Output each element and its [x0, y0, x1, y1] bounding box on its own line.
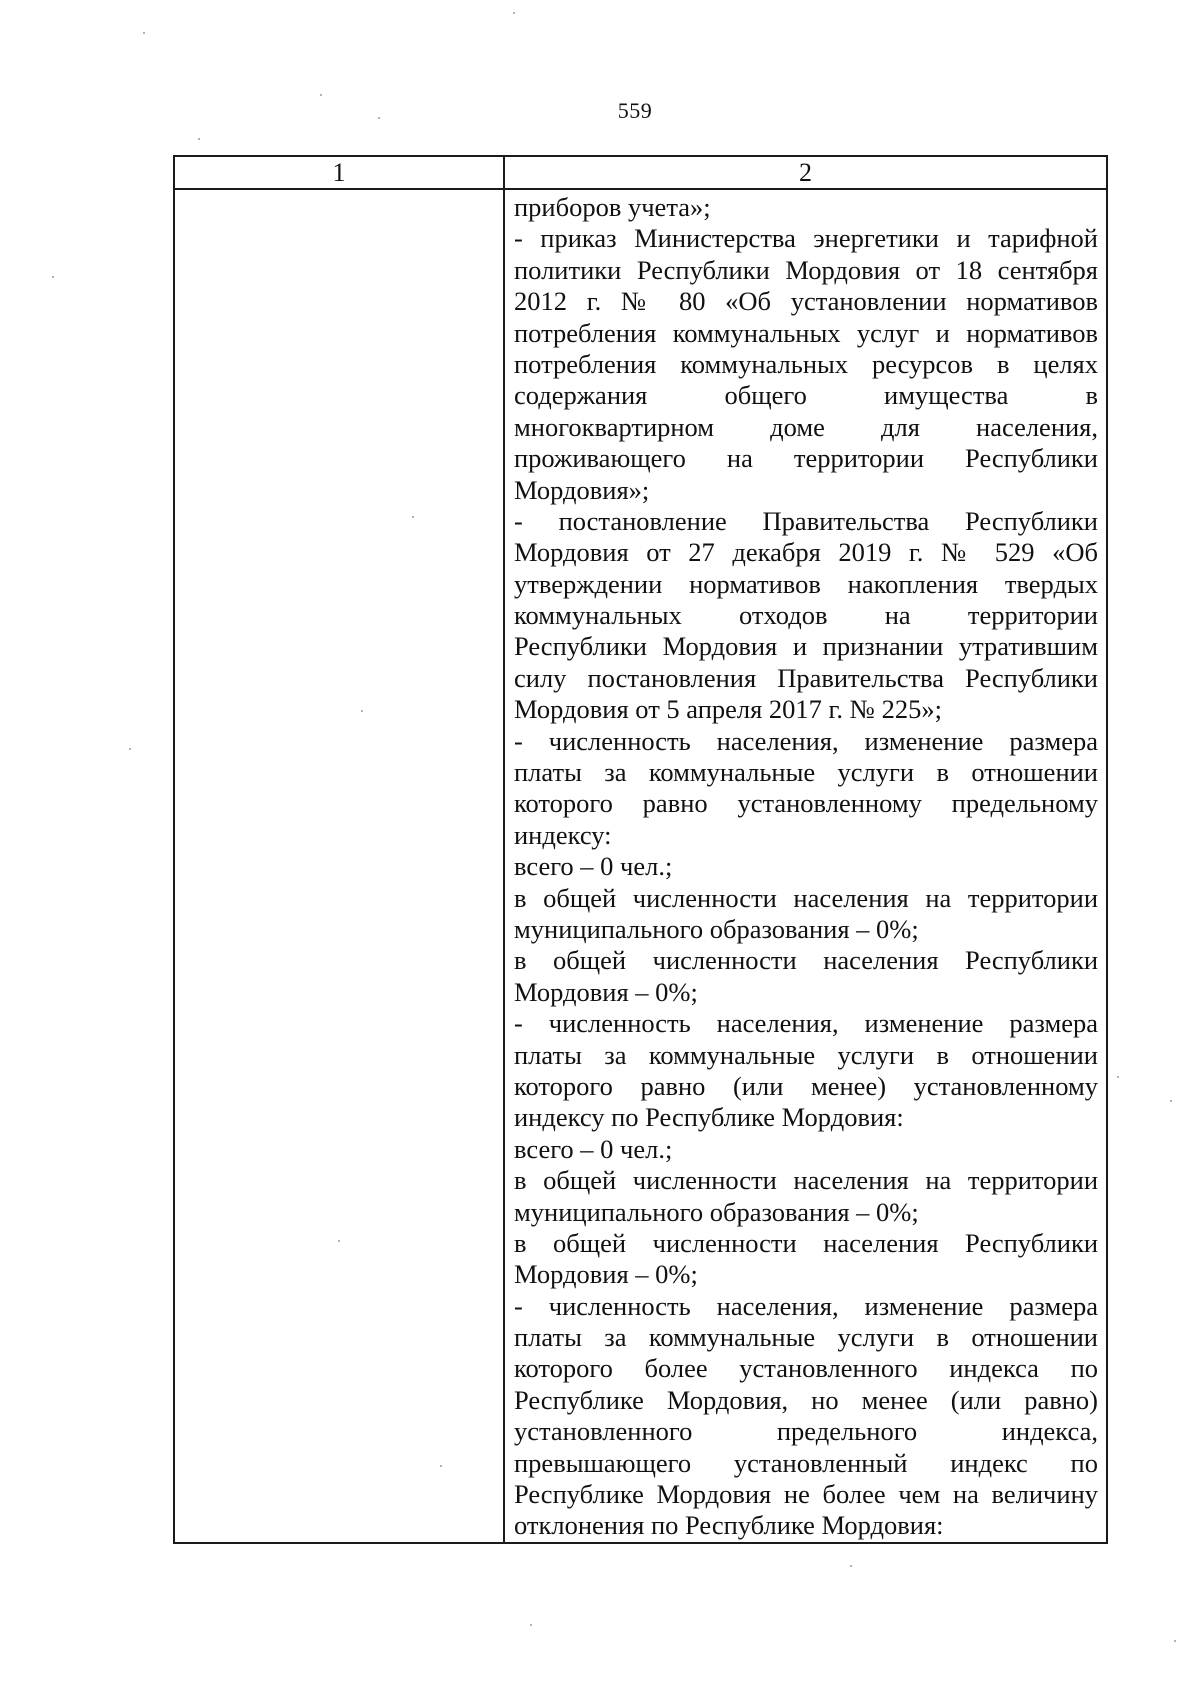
text-line: Мордовия»;: [514, 474, 650, 505]
text-line: в общей численности населения Республики: [514, 1227, 1098, 1258]
text-line: всего – 0 чел.;: [514, 1133, 673, 1164]
text-line: 2012 г. № 80 «Об установлении нормативов: [514, 286, 1098, 317]
table-header-row: [174, 156, 1107, 189]
text-line: содержания общего имущества в: [514, 380, 1098, 411]
text-line: отклонения по Республике Мордовия:: [514, 1510, 944, 1541]
scan-speck: [850, 1565, 852, 1567]
scan-speck: [1117, 1076, 1119, 1078]
scan-speck: [143, 32, 145, 34]
text-line: многоквартирном доме для населения,: [514, 411, 1098, 442]
column-2-cell: [504, 189, 1107, 1543]
scan-speck: [530, 1624, 532, 1626]
document-table: [173, 155, 1108, 1544]
scan-speck: [52, 276, 54, 278]
page-number: 559: [617, 98, 653, 123]
text-line: проживающего на территории Республики: [514, 443, 1098, 474]
text-line: в общей численности населения Республики: [514, 945, 1098, 976]
text-line: - приказ Министерства энергетики и тарифной: [514, 223, 1098, 254]
scan-speck: [378, 117, 380, 119]
text-line: Мордовия – 0%;: [514, 976, 698, 1007]
text-line: которого равно установленному предельному: [514, 788, 1098, 819]
text-line: платы за коммунальные услуги в отношении: [514, 757, 1098, 788]
column-2-text: [514, 192, 1098, 1542]
text-line: потребления коммунальных услуг и нормативов: [514, 317, 1098, 348]
text-line: - численность населения, изменение размера: [514, 725, 1098, 756]
scan-speck: [338, 1240, 340, 1242]
text-line: приборов учета»;: [514, 192, 711, 222]
text-line: превышающего установленный индекс по: [514, 1447, 1098, 1478]
text-line: утверждении нормативов накопления твердых: [514, 568, 1098, 599]
text-line: силу постановления Правительства Республики: [514, 662, 1098, 693]
text-line: индексу:: [514, 819, 612, 850]
text-line: индексу по Республике Мордовия:: [514, 1102, 904, 1133]
scan-speck: [1174, 1640, 1176, 1642]
text-line: муниципального образования – 0%;: [514, 913, 919, 944]
text-line: Мордовия от 27 декабря 2019 г. № 529 «Об: [514, 537, 1098, 568]
scan-speck: [129, 748, 131, 750]
text-line: установленного предельного индекса,: [514, 1416, 1098, 1447]
column-header-1: 1: [174, 156, 504, 189]
text-line: которого равно (или менее) установленному: [514, 1070, 1098, 1101]
text-line: в общей численности населения на территории: [514, 1165, 1098, 1196]
text-line: в общей численности населения на территории: [514, 882, 1098, 913]
text-line: муниципального образования – 0%;: [514, 1196, 919, 1227]
text-line: которого более установленного индекса по: [514, 1353, 1098, 1384]
scan-speck: [1170, 1100, 1172, 1102]
text-line: Республики Мордовия и признании утратившим: [514, 631, 1098, 662]
text-line: Мордовия от 5 апреля 2017 г. № 225»;: [514, 694, 942, 725]
scan-speck: [513, 12, 515, 14]
scan-speck: [361, 710, 363, 712]
text-line: Республике Мордовия, но менее (или равно): [514, 1384, 1098, 1415]
text-line: всего – 0 чел.;: [514, 851, 673, 882]
scan-speck: [198, 138, 200, 140]
text-line: Республике Мордовия не более чем на величину: [514, 1479, 1098, 1510]
table-body-row: [174, 189, 1107, 1543]
text-line: - численность населения, изменение размера: [514, 1008, 1098, 1039]
text-line: - постановление Правительства Республики: [514, 505, 1098, 536]
column-1-cell: [174, 189, 504, 1543]
text-line: платы за коммунальные услуги в отношении: [514, 1039, 1098, 1070]
scan-speck: [412, 516, 414, 518]
text-line: - численность населения, изменение размера: [514, 1290, 1098, 1321]
text-line: платы за коммунальные услуги в отношении: [514, 1322, 1098, 1353]
text-line: политики Республики Мордовия от 18 сентября: [514, 254, 1098, 285]
scan-speck: [320, 94, 322, 96]
scan-speck: [440, 1465, 442, 1467]
text-line: коммунальных отходов на территории: [514, 600, 1098, 631]
text-line: Мордовия – 0%;: [514, 1259, 698, 1290]
text-line: потребления коммунальных ресурсов в целях: [514, 348, 1098, 379]
column-header-2: 2: [504, 156, 1107, 189]
